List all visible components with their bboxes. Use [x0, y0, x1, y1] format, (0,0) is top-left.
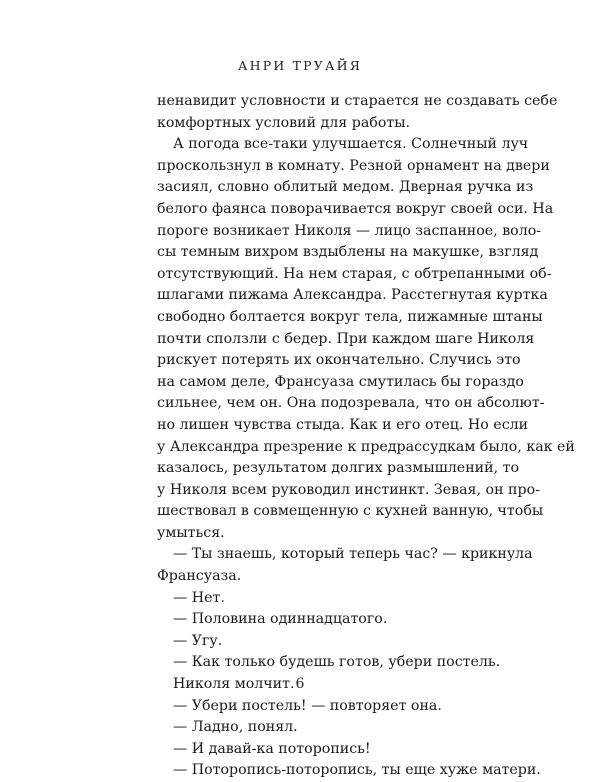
- text-line: шествовал в совмещенную с кухней ванную, чтобы: [157, 503, 544, 520]
- text-line: — Половина одиннадцатого.: [173, 611, 388, 628]
- text-line: казалось, результатом долгих размышлений, то: [157, 460, 519, 477]
- text-line: — Нет.: [173, 589, 225, 606]
- text-line: у Николя всем руководил инстинкт. Зевая, он про-: [157, 481, 540, 498]
- text-line: — Ты знаешь, который теперь час? — крикнула: [173, 546, 533, 563]
- text-line: проскользнул в комнату. Резной орнамент на двери: [157, 157, 550, 174]
- running-head-author: АНРИ ТРУАЙЯ: [237, 58, 363, 73]
- text-line: у Александра презрение к предрассудкам было, как ей: [157, 438, 575, 455]
- text-line: почти сползли с бедер. При каждом шаге Николя: [157, 330, 535, 347]
- text-line: сильнее, чем он. Она подозревала, что он абсолют-: [157, 395, 545, 412]
- text-line: умыться.: [157, 524, 225, 541]
- text-line: — Поторопись-поторопись, ты еще хуже матери.: [173, 762, 541, 779]
- text-line: — Убери постель! — повторяет она.: [173, 697, 442, 714]
- text-line: — Ладно, понял.: [173, 719, 298, 736]
- text-line: белого фаянса поворачивается вокруг своей оси. На: [157, 200, 554, 217]
- text-line: Николя молчит.: [173, 676, 295, 693]
- text-line: Франсуаза.: [157, 568, 242, 585]
- text-line: комфортных условий для работы.: [157, 114, 411, 131]
- text-line: — Как только будешь готов, убери постель.: [173, 654, 501, 671]
- text-line: отсутствующий. На нем старая, с обтрепанными об-: [157, 265, 552, 282]
- text-line: но лишен чувства стыда. Как и его отец. Но если: [157, 416, 529, 433]
- text-line: ненавидит условности и старается не создавать себе: [157, 93, 558, 109]
- text-line: засиял, словно облитый медом. Дверная ручка из: [157, 179, 534, 196]
- text-line: — И давай-ка поторопись!: [173, 740, 371, 757]
- text-line: рискует потерять их окончательно. Случись это: [157, 352, 521, 369]
- text-line: свободно болтается вокруг тела, пижамные штаны: [157, 308, 543, 325]
- text-line: пороге возникает Николя — лицо заспанное, воло-: [157, 222, 542, 239]
- page-number: 6: [295, 676, 305, 692]
- text-line: сы темным вихром вздыблены на макушке, взгляд: [157, 244, 539, 261]
- text-line: А погода все-таки улучшается. Солнечный луч: [173, 136, 529, 153]
- text-line: шлагами пижама Александра. Расстегнутая куртка: [157, 287, 548, 304]
- text-line: — Угу.: [173, 632, 223, 649]
- text-line: на самом деле, Франсуаза смутилась бы гораздо: [157, 373, 524, 390]
